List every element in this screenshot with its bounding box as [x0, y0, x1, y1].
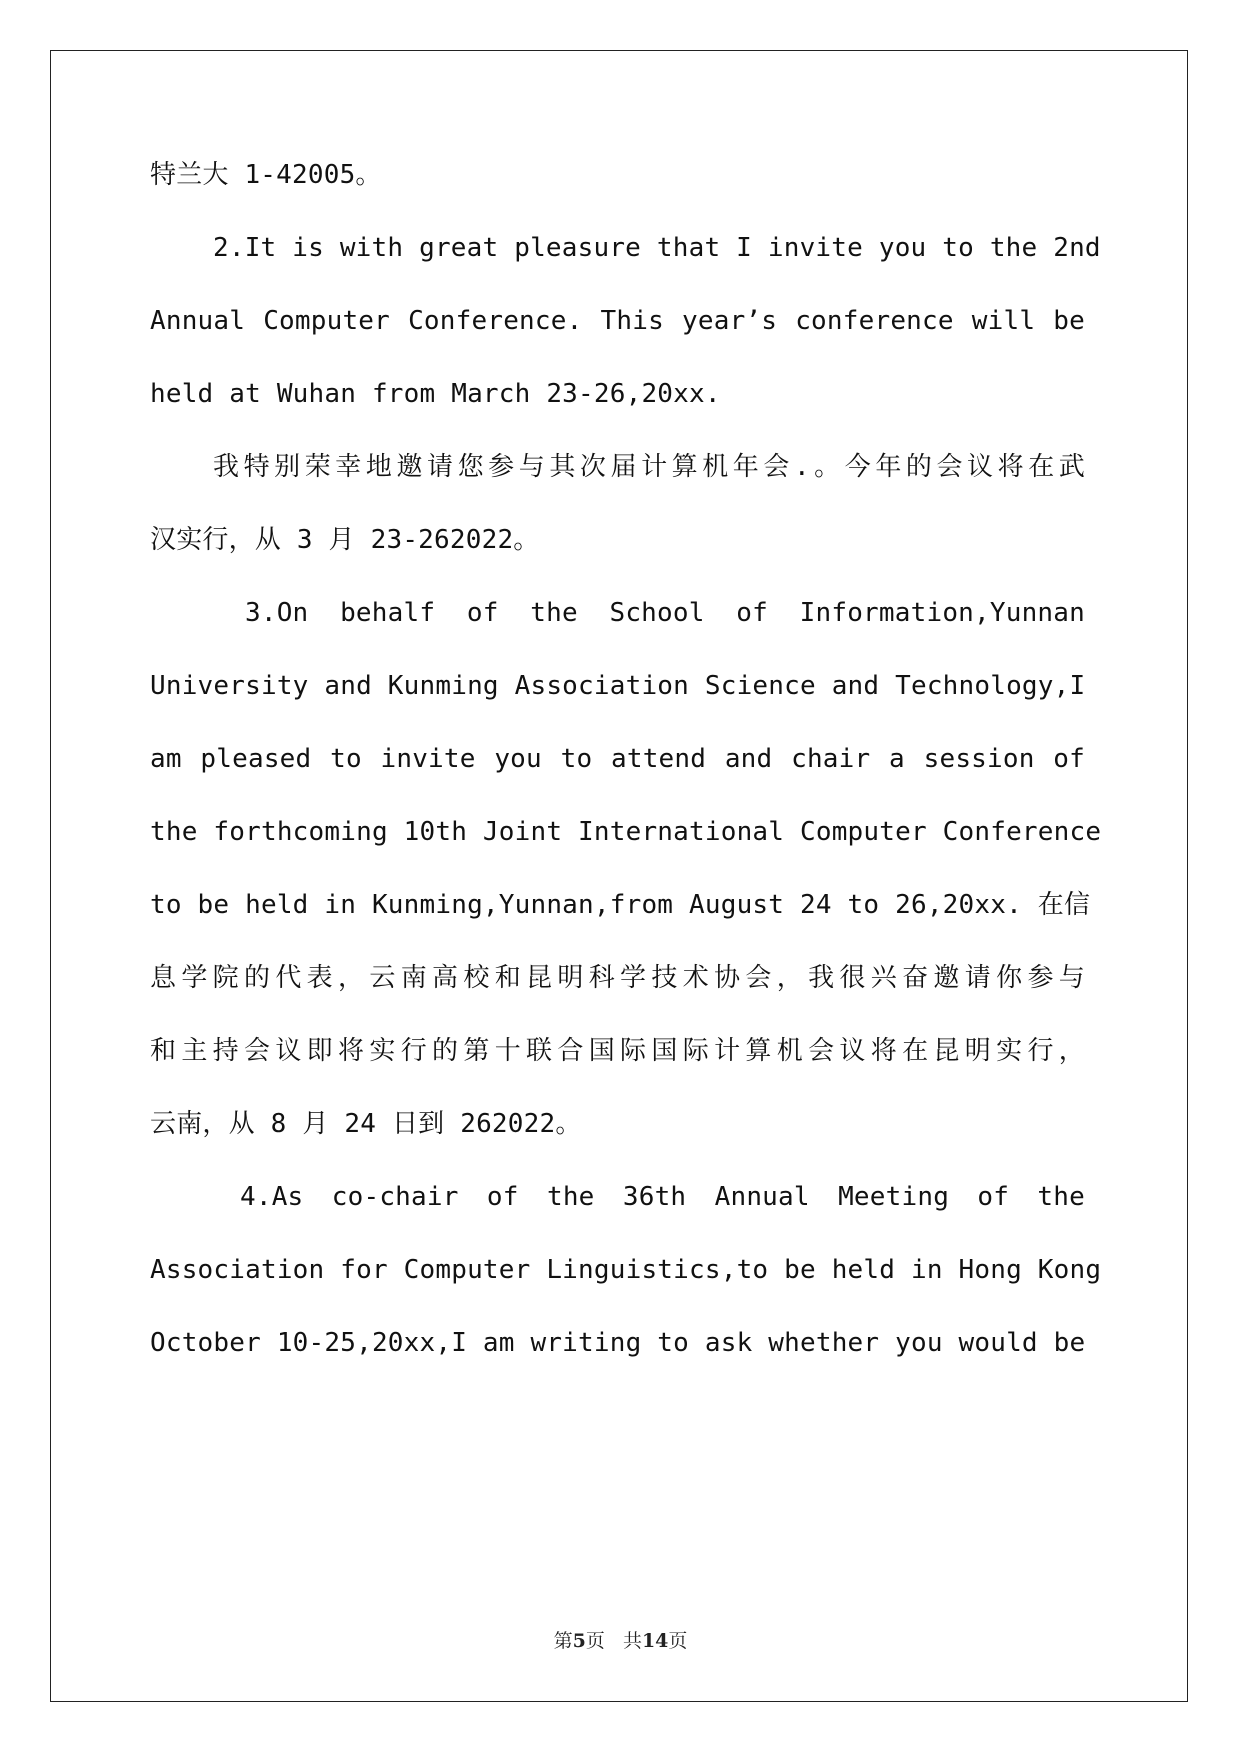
text-line: University and Kunming Association Science and Technology,I	[150, 671, 1086, 701]
text-line: 我特别荣幸地邀请您参与其次届计算机年会.。今年的会议将在武	[213, 452, 1085, 482]
current-page-number: 5	[572, 1630, 586, 1652]
text-line: October 10-25,20xx,I am writing to ask whether you would be	[150, 1328, 1086, 1358]
text-line: 特兰大 1-42005。	[150, 160, 382, 190]
footer-middle: 页 共	[585, 1630, 642, 1652]
text-line: Annual Computer Conference. This year’s conference will be	[150, 306, 1085, 336]
text-line: 4.As co-chair of the 36th Annual Meeting of the	[240, 1182, 1085, 1212]
text-line: held at Wuhan from March 23-26,20xx.	[150, 379, 721, 409]
page-number-footer	[0, 1626, 1241, 1653]
text-line: 汉实行，从 3 月 23-262022。	[150, 525, 540, 555]
page-border	[50, 50, 1188, 1702]
text-line: 云南，从 8 月 24 日到 262022。	[150, 1109, 582, 1139]
text-line: the forthcoming 10th Joint International Computer Conference	[150, 817, 1102, 847]
footer-prefix: 第	[553, 1630, 573, 1652]
total-page-count: 14	[641, 1630, 669, 1652]
text-line: am pleased to invite you to attend and chair a session of	[150, 744, 1085, 774]
text-line: Association for Computer Linguistics,to be held in Hong Kong	[150, 1255, 1102, 1285]
footer-suffix: 页	[668, 1630, 688, 1652]
text-line: 3.On behalf of the School of Information,Yunnan	[245, 598, 1085, 628]
text-line: 息学院的代表，云南高校和昆明科学技术协会，我很兴奋邀请你参与	[150, 963, 1085, 993]
text-line: 2.It is with great pleasure that I invite you to the 2nd	[213, 233, 1101, 263]
text-line: to be held in Kunming,Yunnan,from August 24 to 26,20xx. 在信	[150, 890, 1091, 920]
text-line: 和主持会议即将实行的第十联合国际国际计算机会议将在昆明实行，	[150, 1036, 1085, 1066]
